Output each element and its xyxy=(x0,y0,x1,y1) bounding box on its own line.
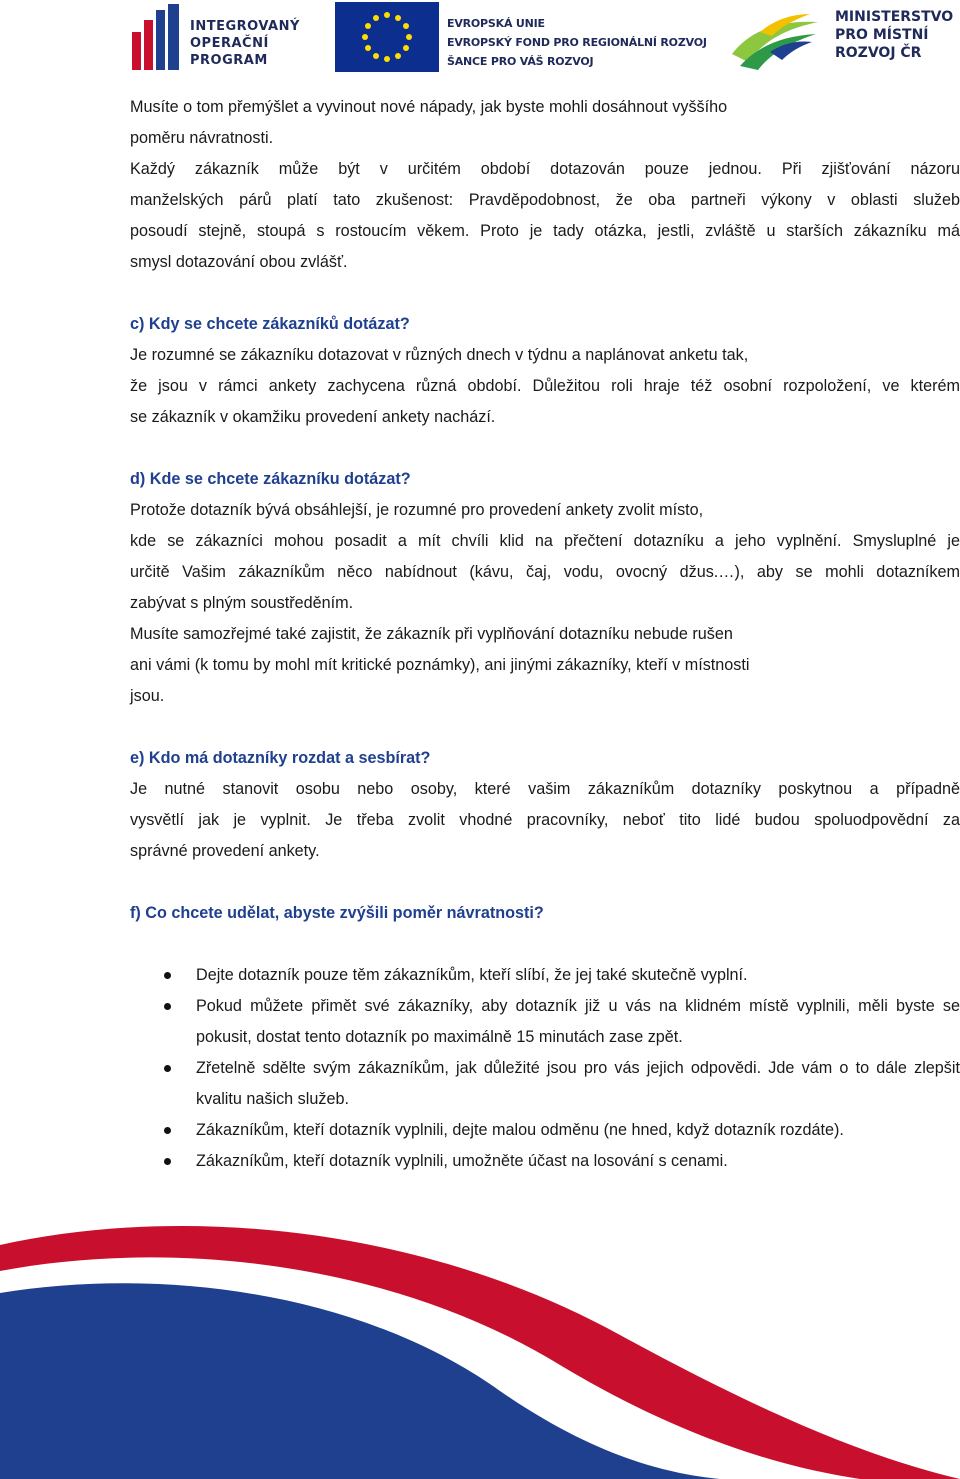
text-line: manželských párů platí tato zkušenost: Pravděpodobnost, že oba partneři výkony v oblasti služeb xyxy=(130,191,960,209)
heading-section-c: c) Kdy se chcete zákazníků dotázat? xyxy=(130,315,410,333)
bullet-icon xyxy=(164,1158,171,1165)
text-line: zabývat s plným soustředěním. xyxy=(130,594,354,612)
bullet-list xyxy=(130,960,960,1177)
eu-logo-line2: EVROPSKÝ FOND PRO REGIONÁLNÍ ROZVOJ xyxy=(447,36,707,49)
paragraph-intro xyxy=(130,92,960,154)
footer-tricolor-swoosh-icon xyxy=(0,1215,960,1479)
mmr-logo-line1: MINISTERSTVO xyxy=(835,9,954,25)
section-e xyxy=(130,743,960,867)
list-item xyxy=(130,960,960,991)
section-d xyxy=(130,464,960,712)
text-line: Protože dotazník bývá obsáhlejší, je rozumné pro provedení ankety zvolit místo, xyxy=(130,501,704,519)
list-item-text: Zřetelně sdělte svým zákazníkům, jak důležité jsou pro vás jejich odpovědi. Jde vám o to dále zlepšit kvalitu našich služeb. xyxy=(196,1059,960,1108)
bullet-icon xyxy=(164,1065,171,1072)
list-item-text: Zákazníkům, kteří dotazník vyplnili, dejte malou odměnu (ne hned, když dotazník rozdáte). xyxy=(196,1121,844,1139)
mmr-logo-line3: ROZVOJ ČR xyxy=(835,45,922,61)
text-line: se zákazník v okamžiku provedení ankety nachází. xyxy=(130,408,496,426)
text-line: kde se zákazníci mohou posadit a mít chvíli klid na přečtení dotazníku a jeho vyplnění. Smysluplné je xyxy=(130,532,960,550)
text-line: vysvětlí jak je vyplnit. Je třeba zvolit vhodné pracovníky, neboť tito lidé budou spoluodpovědní za xyxy=(130,811,960,829)
iop-logo xyxy=(132,4,332,70)
mmr-logo-text xyxy=(835,8,953,62)
text-line: že jsou v rámci ankety zachycena různá období. Důležitou roli hraje též osobní rozpoložení, ve kterém xyxy=(130,377,960,395)
text-line: určitě Vašim zákazníkům něco nabídnout (kávu, čaj, vodu, ovocný džus.…), aby se mohli dotazníkem xyxy=(130,563,960,581)
text-line: jsou. xyxy=(130,687,165,705)
text-line: Je nutné stanovit osobu nebo osoby, které vašim zákazníkům dotazníky poskytnou a případně xyxy=(130,780,960,798)
text-line: poměru návratnosti. xyxy=(130,129,274,147)
bullet-icon xyxy=(164,972,171,979)
mmr-logo xyxy=(730,6,960,72)
bullet-icon xyxy=(164,1003,171,1010)
heading-section-e: e) Kdo má dotazníky rozdat a sesbírat? xyxy=(130,749,431,767)
document-body xyxy=(130,92,960,1177)
eu-logo xyxy=(335,2,707,72)
eu-flag-icon xyxy=(335,2,439,72)
heading-section-d: d) Kde se chcete zákazníku dotázat? xyxy=(130,470,411,488)
list-item xyxy=(130,1146,960,1177)
eu-logo-text xyxy=(447,14,707,71)
text-line: Každý zákazník může být v určitém období dotazován pouze jednou. Při zjišťování názoru xyxy=(130,160,960,178)
paragraph-each-customer xyxy=(130,154,960,278)
list-item xyxy=(130,1053,960,1115)
text-line: správné provedení ankety. xyxy=(130,842,320,860)
text-line: ani vámi (k tomu by mohl mít kritické poznámky), ani jinými zákazníky, kteří v místnosti xyxy=(130,656,750,674)
bullet-icon xyxy=(164,1127,171,1134)
mmr-swoosh-icon xyxy=(730,12,820,72)
text-line: Musíte samozřejmé také zajistit, že zákazník při vyplňování dotazníku nebude rušen xyxy=(130,625,733,643)
section-f xyxy=(130,898,960,1177)
list-item-text: Pokud můžete přimět své zákazníky, aby dotazník již u vás na klidném místě vyplnili, měli byste se pokusit, dostat tento dotazník po maximálně 15 minutách zase zpět. xyxy=(196,997,960,1046)
heading-section-f: f) Co chcete udělat, abyste zvýšili poměr návratnosti? xyxy=(130,904,544,922)
iop-logo-line2: OPERAČNÍ xyxy=(190,36,269,51)
eu-logo-line3: ŠANCE PRO VÁŠ ROZVOJ xyxy=(447,55,594,68)
text-line: Je rozumné se zákazníku dotazovat v různých dnech v týdnu a naplánovat anketu tak, xyxy=(130,346,749,364)
iop-logo-line1: INTEGROVANÝ xyxy=(190,19,300,34)
iop-logo-line3: PROGRAM xyxy=(190,53,268,68)
text-line: Musíte o tom přemýšlet a vyvinout nové nápady, jak byste mohli dosáhnout vyššího xyxy=(130,98,728,116)
iop-logo-text xyxy=(190,18,300,69)
text-line: smysl dotazování obou zvlášť. xyxy=(130,253,348,271)
eu-logo-line1: EVROPSKÁ UNIE xyxy=(447,17,545,30)
section-c xyxy=(130,309,960,433)
page-header xyxy=(0,0,960,80)
text-line: posoudí stejně, stoupá s rostoucím věkem. Proto je tady otázka, jestli, zvláště u starších zákazníku má xyxy=(130,222,960,240)
mmr-logo-line2: PRO MÍSTNÍ xyxy=(835,27,929,43)
list-item xyxy=(130,1115,960,1146)
list-item xyxy=(130,991,960,1053)
list-item-text: Zákazníkům, kteří dotazník vyplnili, umožněte účast na losování s cenami. xyxy=(196,1152,728,1170)
list-item-text: Dejte dotazník pouze těm zákazníkům, kteří slíbí, že jej také skutečně vyplní. xyxy=(196,966,748,984)
iop-logo-mark-icon xyxy=(132,4,184,70)
